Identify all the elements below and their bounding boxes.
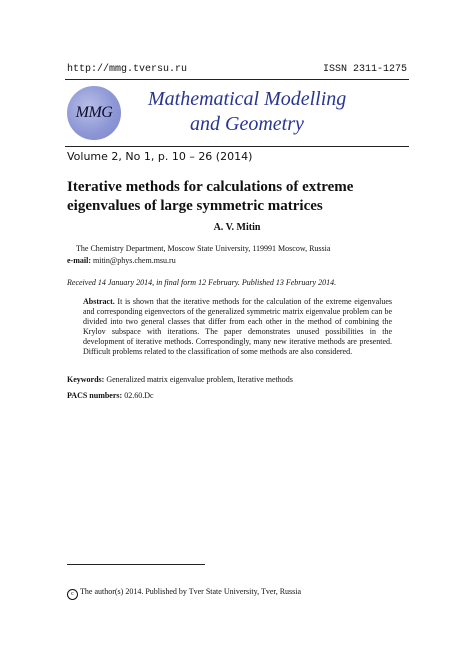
pacs-numbers: 02.60.Dc (124, 391, 154, 400)
journal-logo (67, 86, 121, 140)
author: A. V. Mitin (213, 222, 261, 233)
received-dates: Received 14 January 2014, in final form 12 February. Published 13 February 2014. (67, 278, 337, 287)
paper-title-line1: Iterative methods for calculations of extreme (67, 179, 354, 195)
email-line (67, 256, 176, 265)
header-rule (65, 79, 409, 80)
abstract-label: Abstract. (83, 297, 115, 306)
abstract-text: It is shown that the iterative methods for the calculation of the extreme eigenvalues and corresponding eigenvectors of the generalized symmetric matrix eigenvalue problem can be divided into two general classes that differ from each other in the method of combining the Krylov subspace with iterations. The paper demonstrates unused possibilities in the development of iterative methods. Correspondingly, many new iterative methods are presented. Difficult problems related to the classification of some methods are also considered. (83, 297, 393, 356)
journal-url: http://mmg.tversu.ru (67, 64, 188, 75)
masthead-rule (65, 146, 409, 147)
email-label: e-mail: (67, 256, 91, 265)
copyright-footnote (67, 587, 301, 600)
keywords: Generalized matrix eigenvalue problem, Iterative methods (106, 375, 293, 384)
footnote-rule (67, 564, 205, 565)
logo-text: MMG (75, 104, 113, 121)
journal-title-line2: and Geometry (190, 113, 304, 135)
issn: ISSN 2311-1275 (322, 64, 407, 75)
pacs-label: PACS numbers: (67, 391, 123, 400)
copyright-text: The author(s) 2014. Published by Tver State University, Tver, Russia (80, 587, 302, 596)
volume-info: Volume 2, No 1, p. 10 – 26 (2014) (67, 150, 253, 163)
keywords-label: Keywords: (67, 375, 105, 384)
paper-title (67, 178, 407, 216)
copyright-icon: c (67, 589, 78, 600)
affiliation: The Chemistry Department, Moscow State University, 119991 Moscow, Russia (76, 244, 331, 253)
keywords-line (67, 375, 293, 384)
pacs-line (67, 391, 154, 400)
paper-title-line2: eigenvalues of large symmetric matrices (67, 198, 323, 214)
abstract (83, 297, 392, 357)
email-address[interactable]: mitin@phys.chem.msu.ru (93, 256, 176, 265)
journal-title-line1: Mathematical Modelling (148, 88, 347, 110)
